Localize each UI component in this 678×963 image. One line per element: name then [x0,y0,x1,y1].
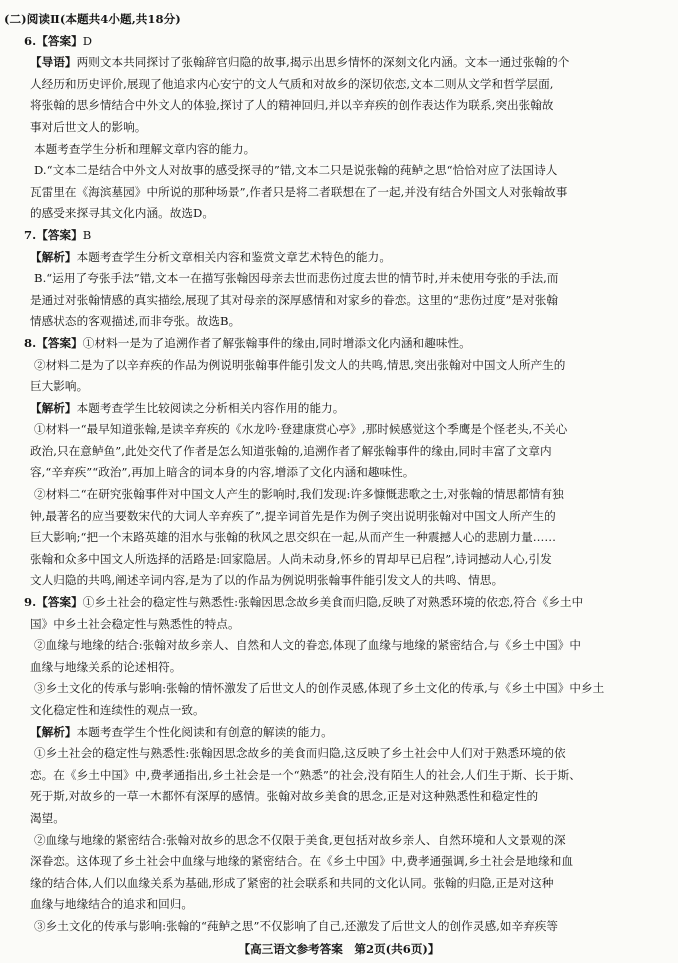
q9-analysis-line: 恋。在《乡土中国》中,费孝通指出,乡土社会是一个“熟悉”的社会,没有陌生人的社会,人们生于斯、长于斯、 [30,767,581,782]
q8-analysis-line: 巨大影响;“把一个末路英雄的泪水与张翰的秋风之思交织在一起,从而产生一种震撼人心的悲剧力量…… [30,530,556,545]
q6-guide-tag: 【导语】 [30,55,77,70]
q8-number: 8. [24,335,37,350]
q8-analysis-line [30,398,652,420]
q8-answer-tag: 【答案】 [36,335,83,350]
q6-guide-line: 将张翰的思乡情结合中外文人的体验,探讨了人的精神回归,并以辛弃疾的创作表达作为联系,突出张翰故 [30,98,554,113]
page-footer: 【高三语文参考答案 第2页(共6页)】 [238,942,440,956]
q9-number: 9. [24,595,37,610]
q7-number: 7. [24,227,37,242]
q9-answer-line: 国》中乡土社会稳定性与熟悉性的特点。 [30,616,240,631]
section-heading: (二)阅读Ⅱ(本题共4小题,共18分) [4,12,181,26]
q6-guide-line: 事对后世文人的影响。 [30,119,147,134]
q8-analysis-text: 本题考查学生比较阅读之分析相关内容作用的能力。 [76,400,345,415]
q9-analysis-line: ③乡土文化的传承与影响:张翰的“莼鲈之思”不仅影响了自己,还激发了后世文人的创作灵感,如辛弃疾等 [34,918,559,933]
q9-analysis-line: 缘的结合体,人们以血缘关系为基础,形成了紧密的社会联系和共同的文化认同。张翰的归隐,正是对这种 [30,875,554,890]
q8-analysis-line: 容,“辛弃疾”“政治”,再加上暗含的词本身的内容,增添了文化内涵和趣味性。 [30,465,415,480]
q6-analysis-line: 瓦雷里在《海滨墓园》中所说的那种场景”,作者只是将二者联想在了一起,并没有结合外国文人对张翰故事 [30,184,568,199]
q8-answer-line [24,333,652,355]
q9-answer-line: ③乡土文化的传承与影响:张翰的情怀激发了后世文人的创作灵感,体现了乡土文化的传承,与《乡土中国》中乡土 [34,681,605,696]
q6-number: 6. [24,33,37,48]
q7-analysis-line [30,247,652,269]
q9-answer-line: 血缘与地缘关系的论述相符。 [30,659,182,674]
q6-guide-line: 人经历和历史评价,展现了他追求内心安宁的文人气质和对故乡的深切依恋,文本二则从文学和哲学层面, [30,76,554,91]
q9-analysis-line: 血缘与地缘结合的追求和回归。 [30,897,194,912]
q9-analysis-line: 渴望。 [30,810,65,825]
q8-analysis-line: ②材料二“在研究张翰事件对中国文人产生的影响时,我们发现:许多慷慨悲歌之士,对张翰的情思都情有独 [34,487,564,502]
q6-guide-text: 两则文本共同探讨了张翰辞官归隐的故事,揭示出思乡情怀的深刻文化内涵。文本一通过张翰的个 [76,55,570,70]
q6-answer: D [82,33,93,48]
q7-analysis-text: 本题考查学生分析文章相关内容和鉴赏文章艺术特色的能力。 [76,249,391,264]
q7-answer-tag: 【答案】 [36,227,83,242]
q9-analysis-line: ①乡土社会的稳定性与熟悉性:张翰因思念故乡的美食而归隐,这反映了乡土社会中人们对于熟悉环境的依 [34,746,566,761]
q7-answer: B [82,227,92,242]
q8-analysis-line: 政治,只在意鲈鱼”,此处交代了作者是怎么知道张翰的,追溯作者了解张翰事件的缘由,同时丰富了文章内 [30,443,552,458]
q6-answer-line [24,31,652,53]
q7-analysis-line: B.“运用了夸张手法”错,文本一在描写张翰因母亲去世而悲伤过度去世的情节时,并未使用夸张的手法,而 [34,271,559,286]
q8-analysis-line: 文人归隐的共鸣,阐述辛词内容,是为了以的作品为例说明张翰事件能引发文人的共鸣、情思。 [30,573,504,588]
q7-analysis-line: 是通过对张翰情感的真实描绘,展现了其对母亲的深厚感情和对家乡的眷恋。这里的“悲伤过度”是对张翰 [30,292,559,307]
q7-analysis-tag: 【解析】 [30,249,77,264]
q9-answer-line [24,592,652,614]
q9-answer-line: 文化稳定性和连续性的观点一致。 [30,703,205,717]
q9-analysis-line: ②血缘与地缘的紧密结合:张翰对故乡的思念不仅限于美食,更包括对故乡亲人、自然环境和人文景观的深 [34,832,566,847]
q8-analysis-line: 张翰和众多中国文人所选择的活路是:回家隐居。人尚未动身,怀乡的胃却早已启程”,诗词撼动人心,引发 [30,551,552,566]
q9-analysis-line: 死于斯,对故乡的一草一木都怀有深厚的感情。张翰对故乡美食的思念,正是对这种熟悉性和稳定性的 [30,789,539,804]
q9-answer-tag: 【答案】 [36,595,83,610]
q6-analysis-line: 的感受来探寻其文化内涵。故选D。 [30,206,215,221]
q6-ability: 本题考查学生分析和理解文章内容的能力。 [34,141,256,156]
q6-answer-tag: 【答案】 [36,33,83,48]
q9-analysis-tag: 【解析】 [30,724,77,739]
q8-answer-line: ②材料二是为了以辛弃疾的作品为例说明张翰事件能引发文人的共鸣,情思,突出张翰对中国文人所产生的 [34,357,566,372]
q6-analysis-line: D.“文本二是结合中外文人对故事的感受探寻的”错,文本二只是说张翰的莼鲈之思“恰恰对应了法国诗人 [34,163,558,178]
q8-answer-text: ①材料一是为了追溯作者了解张翰事件的缘由,同时增添文化内涵和趣味性。 [82,335,471,350]
q8-answer-line: 巨大影响。 [30,379,89,394]
q9-answer-text: ①乡土社会的稳定性与熟悉性:张翰因思念故乡美食而归隐,反映了对熟悉环境的依恋,符合《乡土中 [82,595,584,610]
q9-analysis-line: 深眷恋。这体现了乡土社会中血缘与地缘的紧密结合。在《乡土中国》中,费孝通强调,乡土社会是地缘和血 [30,854,574,869]
q6-guide-line [30,52,652,74]
q8-analysis-line: ①材料一“最早知道张翰,是读辛弃疾的《水龙吟·登建康赏心亭》,那时候感觉这个季鹰是个怪老头,不关心 [34,422,568,437]
q8-analysis-tag: 【解析】 [30,400,77,415]
q7-analysis-line: 情感状态的客观描述,而非夸张。故选B。 [30,314,241,329]
q8-analysis-line: 钟,最著名的应当要数宋代的大词人辛弃疾了”,提辛词首先是作为例子突出说明张翰对中国文人所产生的 [30,508,556,523]
q9-analysis-line [30,722,652,744]
q7-answer-line [24,225,652,247]
q9-answer-line: ②血缘与地缘的结合:张翰对故乡亲人、自然和人文的眷恋,体现了血缘与地缘的紧密结合,与《乡土中国》中 [34,638,582,653]
q9-analysis-text: 本题考查学生个性化阅读和有创意的解读的能力。 [76,724,333,739]
